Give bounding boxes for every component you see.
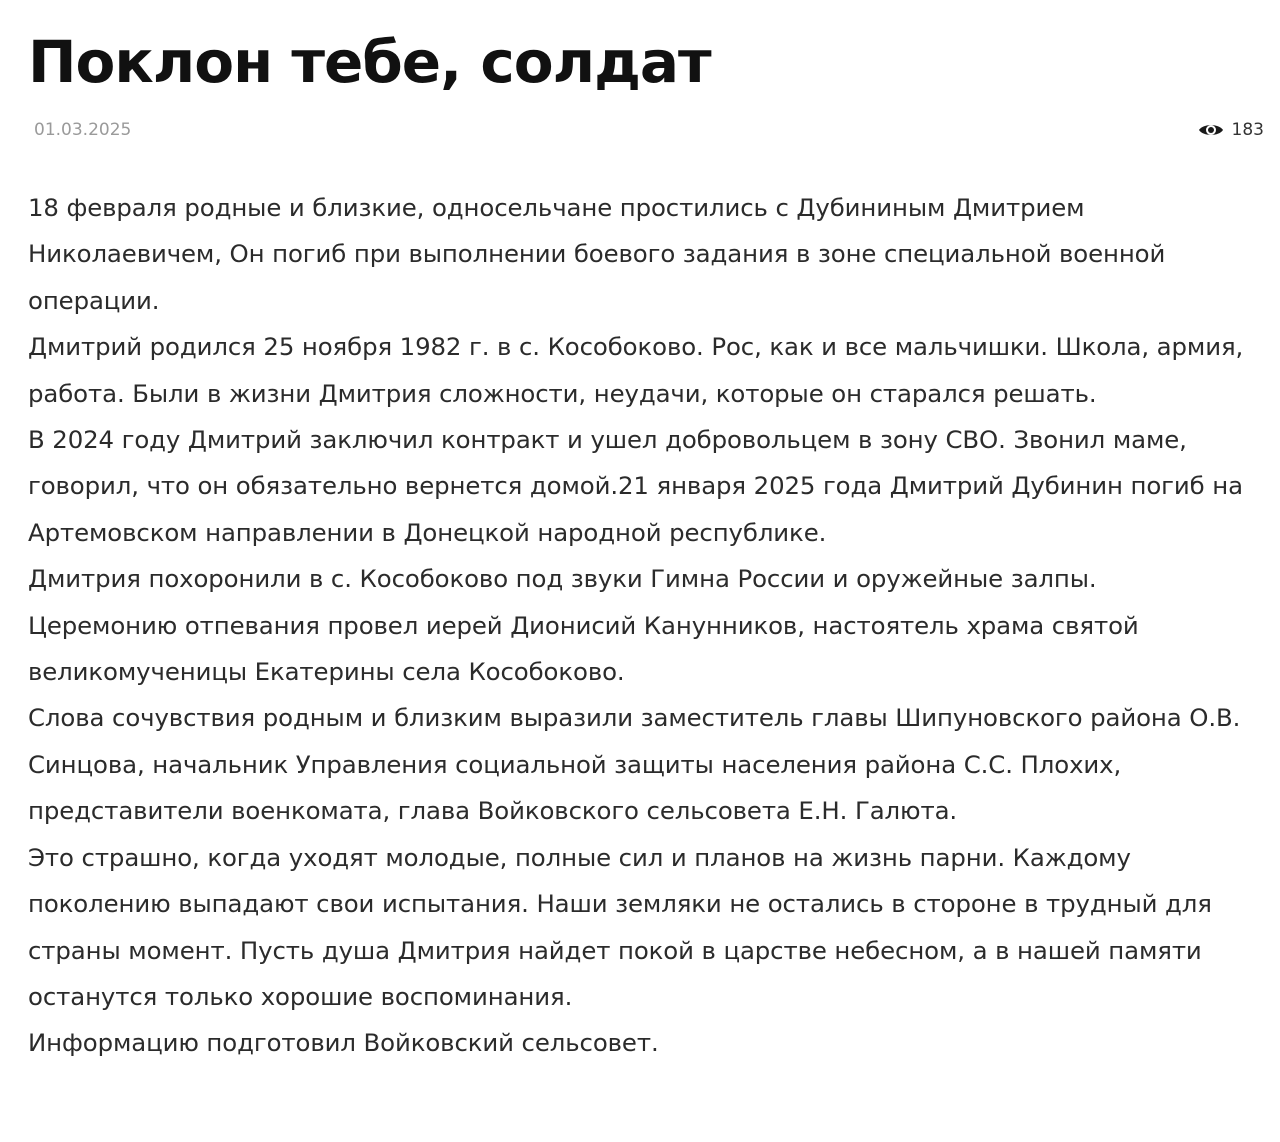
- article-meta: [34, 116, 1264, 144]
- paragraph: Церемонию отпевания провел иерей Дионисий Канунников, настоятель храма святой великомученицы Екатерины села Кособоково.: [28, 610, 1139, 687]
- paragraph: Дмитрия похоронили в с. Кособоково под звуки Гимна России и оружейные залпы.: [28, 564, 1097, 594]
- paragraph: Информацию подготовил Войковский сельсовет.: [28, 1028, 659, 1058]
- article-body: [28, 185, 1268, 1067]
- view-count: 183: [1231, 120, 1264, 140]
- view-counter: [1198, 120, 1264, 140]
- article-title: Поклон тебе, солдат: [28, 28, 711, 96]
- publish-date: 01.03.2025: [34, 120, 132, 140]
- paragraph: 18 февраля родные и близкие, односельчане простились с Дубининым Дмитрием Николаевичем, Он погиб при выполнении боевого задания в зоне специальной военной операции.: [28, 193, 1166, 315]
- paragraph: В 2024 году Дмитрий заключил контракт и ушел добровольцем в зону СВО. Звонил маме, говорил, что он обязательно вернется домой.21 января 2025 года Дмитрий Дубинин погиб на Артемовском направлении в Донецкой народной республике.: [28, 425, 1243, 547]
- eye-icon: [1198, 122, 1224, 138]
- paragraph: Дмитрий родился 25 ноября 1982 г. в с. Кособоково. Рос, как и все мальчишки. Школа, армия, работа. Были в жизни Дмитрия сложности, неудачи, которые он старался решать.: [28, 332, 1244, 408]
- paragraph: Слова сочувствия родным и близким выразили заместитель главы Шипуновского района О.В. Синцова, начальник Управления социальной защиты населения района С.С. Плохих, представители военкомата, глава Войковского сельсовета Е.Н. Галюта.: [28, 703, 1241, 826]
- paragraph: Это страшно, когда уходят молодые, полные сил и планов на жизнь парни. Каждому поколению выпадают свои испытания. Наши земляки не остались в стороне в трудный для страны момент. Пусть душа Дмитрия найдет покой в царстве небесном, а в нашей памяти останутся только хорошие воспоминания.: [28, 842, 1212, 1011]
